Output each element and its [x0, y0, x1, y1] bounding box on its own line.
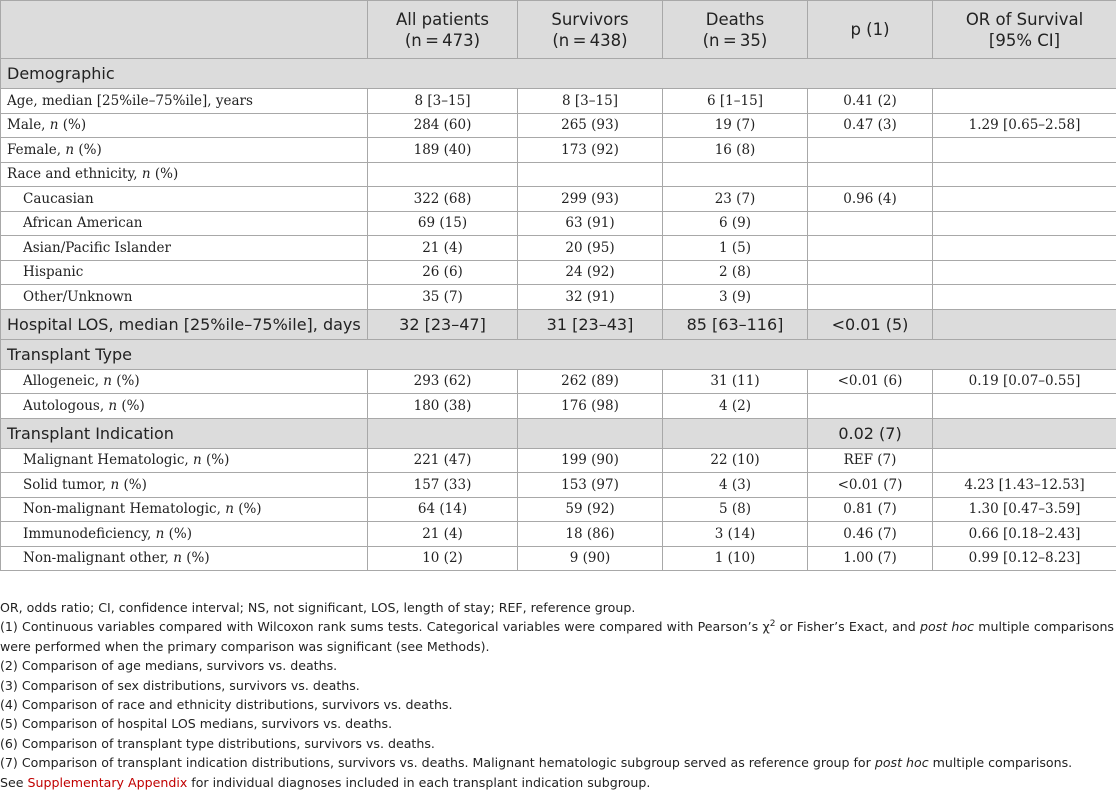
cell-all-patients: 293 (62)	[368, 369, 518, 394]
cell-or	[933, 309, 1116, 339]
cell-survivors: 32 (91)	[518, 285, 663, 310]
cell-p-value: <0.01 (7)	[808, 473, 933, 498]
table-row	[1, 260, 1116, 285]
table-row	[1, 187, 1116, 212]
cell-deaths: 4 (3)	[663, 473, 808, 498]
row-label: Caucasian	[1, 187, 368, 212]
row-label: Age, median [25%ile–75%ile], years	[1, 89, 368, 114]
row-label: African American	[1, 211, 368, 236]
cell-survivors: 153 (97)	[518, 473, 663, 498]
header-survivors-n: (n = 438)	[552, 30, 628, 50]
table-row	[1, 211, 1116, 236]
section-row-transplant-type	[1, 339, 1116, 369]
footnote-7: (7) Comparison of transplant indication distributions, survivors vs. deaths. Malignant hematologic subgroup served as reference group for post hoc multiple comparisons.	[0, 755, 1073, 771]
footnote-2: (2) Comparison of age medians, survivors vs. deaths.	[0, 658, 338, 674]
cell-deaths: 31 (11)	[663, 369, 808, 394]
cell-all-patients: 221 (47)	[368, 448, 518, 473]
row-label: Male, n (%)	[1, 113, 368, 138]
cell-or	[933, 138, 1116, 163]
cell-p-value	[808, 236, 933, 261]
table-row	[1, 448, 1116, 473]
cell-survivors: 299 (93)	[518, 187, 663, 212]
table-row	[1, 162, 1116, 187]
cell-all-patients: 32 [23–47]	[368, 309, 518, 339]
cell-or	[933, 162, 1116, 187]
table-row	[1, 285, 1116, 310]
cell-deaths: 5 (8)	[663, 497, 808, 522]
cell-deaths: 1 (5)	[663, 236, 808, 261]
cell-all-patients	[368, 162, 518, 187]
cell-deaths: 6 (9)	[663, 211, 808, 236]
cell-or: 0.66 [0.18–2.43]	[933, 522, 1116, 547]
cell-all-patients: 26 (6)	[368, 260, 518, 285]
header-survivors	[518, 1, 663, 59]
cell-or	[933, 394, 1116, 419]
cell-survivors: 173 (92)	[518, 138, 663, 163]
cell-p-value: 0.02 (7)	[808, 418, 933, 448]
cell-survivors: 265 (93)	[518, 113, 663, 138]
cell-deaths: 6 [1–15]	[663, 89, 808, 114]
cell-p-value: 0.46 (7)	[808, 522, 933, 547]
row-label: Female, n (%)	[1, 138, 368, 163]
table-row	[1, 497, 1116, 522]
cell-all-patients: 189 (40)	[368, 138, 518, 163]
cell-all-patients: 8 [3–15]	[368, 89, 518, 114]
cell-all-patients: 322 (68)	[368, 187, 518, 212]
cell-survivors	[518, 418, 663, 448]
cell-deaths: 85 [63–116]	[663, 309, 808, 339]
cell-p-value: REF (7)	[808, 448, 933, 473]
table-row	[1, 546, 1116, 571]
row-label: Race and ethnicity, n (%)	[1, 162, 368, 187]
header-or-survival	[933, 1, 1116, 59]
footnote-8: See Supplementary Appendix for individual diagnoses included in each transplant indication subgroup.	[0, 774, 651, 790]
cell-deaths: 1 (10)	[663, 546, 808, 571]
row-label: Other/Unknown	[1, 285, 368, 310]
header-blank-cell	[1, 1, 368, 59]
section-title: Demographic	[1, 59, 1116, 89]
cell-survivors: 31 [23–43]	[518, 309, 663, 339]
cell-survivors	[518, 162, 663, 187]
cell-or	[933, 260, 1116, 285]
section-row-transplant-indication	[1, 418, 1116, 448]
header-all-patients-n: (n = 473)	[404, 30, 481, 50]
cell-p-value	[808, 394, 933, 419]
cell-survivors: 262 (89)	[518, 369, 663, 394]
footnote-5: (5) Comparison of hospital LOS medians, survivors vs. deaths.	[0, 716, 393, 732]
supplementary-appendix-link[interactable]: Supplementary Appendix	[27, 774, 188, 790]
header-or-title: OR of Survival	[965, 9, 1084, 29]
table-row	[1, 369, 1116, 394]
footnote-1: (1) Continuous variables compared with Wilcoxon rank sums tests. Categorical variables were compared with Pearson’s $\chi^2$ or Fisher’s Exact, and post hoc multiple comparisons were performed when the primary comparison was significant (see Methods).	[0, 619, 1114, 654]
cell-deaths: 3 (9)	[663, 285, 808, 310]
cell-or: 0.19 [0.07–0.55]	[933, 369, 1116, 394]
header-survivors-title: Survivors	[551, 9, 629, 29]
cell-p-value	[808, 211, 933, 236]
cell-survivors: 8 [3–15]	[518, 89, 663, 114]
cell-or	[933, 187, 1116, 212]
cell-deaths: 16 (8)	[663, 138, 808, 163]
table-row	[1, 473, 1116, 498]
cell-or	[933, 89, 1116, 114]
cell-or: 0.99 [0.12–8.23]	[933, 546, 1116, 571]
row-label: Solid tumor, n (%)	[1, 473, 368, 498]
cell-survivors: 176 (98)	[518, 394, 663, 419]
cell-all-patients: 64 (14)	[368, 497, 518, 522]
cell-deaths: 22 (10)	[663, 448, 808, 473]
cell-p-value: 0.47 (3)	[808, 113, 933, 138]
table-header-row	[1, 1, 1116, 59]
header-p-value-label: p (1)	[850, 20, 890, 39]
cell-or	[933, 418, 1116, 448]
row-label: Hospital LOS, median [25%ile–75%ile], days	[1, 309, 368, 339]
section-title: Transplant Type	[1, 339, 1116, 369]
cell-survivors: 18 (86)	[518, 522, 663, 547]
cell-deaths: 23 (7)	[663, 187, 808, 212]
cell-p-value: 0.81 (7)	[808, 497, 933, 522]
header-or-ci: [95% CI]	[988, 30, 1061, 50]
cell-or: 4.23 [1.43–12.53]	[933, 473, 1116, 498]
cell-deaths	[663, 418, 808, 448]
header-all-patients	[368, 1, 518, 59]
cell-p-value: <0.01 (6)	[808, 369, 933, 394]
cell-deaths	[663, 162, 808, 187]
row-label: Allogeneic, n (%)	[1, 369, 368, 394]
footnote-6: (6) Comparison of transplant type distributions, survivors vs. deaths.	[0, 735, 435, 751]
row-label: Non-malignant Hematologic, n (%)	[1, 497, 368, 522]
section-row-hospital-los	[1, 309, 1116, 339]
cell-all-patients: 21 (4)	[368, 522, 518, 547]
cell-p-value	[808, 138, 933, 163]
row-label: Hispanic	[1, 260, 368, 285]
cell-survivors: 59 (92)	[518, 497, 663, 522]
row-label: Malignant Hematologic, n (%)	[1, 448, 368, 473]
header-deaths-title: Deaths	[705, 9, 765, 29]
section-row-demographic	[1, 59, 1116, 89]
cell-p-value: 0.96 (4)	[808, 187, 933, 212]
cell-p-value	[808, 285, 933, 310]
cell-survivors: 63 (91)	[518, 211, 663, 236]
table-row	[1, 113, 1116, 138]
footnote-3: (3) Comparison of sex distributions, survivors vs. deaths.	[0, 677, 360, 693]
header-p-value	[808, 1, 933, 59]
row-label: Autologous, n (%)	[1, 394, 368, 419]
cell-p-value: 0.41 (2)	[808, 89, 933, 114]
header-deaths	[663, 1, 808, 59]
cell-deaths: 3 (14)	[663, 522, 808, 547]
cell-deaths: 19 (7)	[663, 113, 808, 138]
cell-p-value: <0.01 (5)	[808, 309, 933, 339]
table-row	[1, 138, 1116, 163]
cell-survivors: 24 (92)	[518, 260, 663, 285]
table-row	[1, 236, 1116, 261]
cell-survivors: 20 (95)	[518, 236, 663, 261]
cell-p-value	[808, 260, 933, 285]
cell-p-value: 1.00 (7)	[808, 546, 933, 571]
cell-survivors: 9 (90)	[518, 546, 663, 571]
cell-all-patients: 21 (4)	[368, 236, 518, 261]
cell-all-patients: 35 (7)	[368, 285, 518, 310]
cell-all-patients: 69 (15)	[368, 211, 518, 236]
table-row	[1, 394, 1116, 419]
row-label: Non-malignant other, n (%)	[1, 546, 368, 571]
cell-all-patients: 157 (33)	[368, 473, 518, 498]
header-all-patients-title: All patients	[395, 9, 489, 29]
table-row	[1, 89, 1116, 114]
row-label: Asian/Pacific Islander	[1, 236, 368, 261]
table-row	[1, 522, 1116, 547]
cell-all-patients: 10 (2)	[368, 546, 518, 571]
cell-or	[933, 448, 1116, 473]
footnote-abbreviations: OR, odds ratio; CI, confidence interval; NS, not significant, LOS, length of stay; REF, reference group.	[0, 600, 636, 615]
header-deaths-n: (n = 35)	[702, 30, 768, 50]
cell-or	[933, 236, 1116, 261]
cell-or: 1.30 [0.47–3.59]	[933, 497, 1116, 522]
cell-deaths: 4 (2)	[663, 394, 808, 419]
cell-or	[933, 211, 1116, 236]
cell-all-patients	[368, 418, 518, 448]
cell-p-value	[808, 162, 933, 187]
table-footnotes	[0, 598, 1114, 792]
row-label: Immunodeficiency, n (%)	[1, 522, 368, 547]
cell-deaths: 2 (8)	[663, 260, 808, 285]
cell-or	[933, 285, 1116, 310]
cell-or: 1.29 [0.65–2.58]	[933, 113, 1116, 138]
cell-all-patients: 284 (60)	[368, 113, 518, 138]
footnote-4: (4) Comparison of race and ethnicity distributions, survivors vs. deaths.	[0, 697, 453, 713]
cell-survivors: 199 (90)	[518, 448, 663, 473]
cell-all-patients: 180 (38)	[368, 394, 518, 419]
section-title: Transplant Indication	[1, 418, 368, 448]
